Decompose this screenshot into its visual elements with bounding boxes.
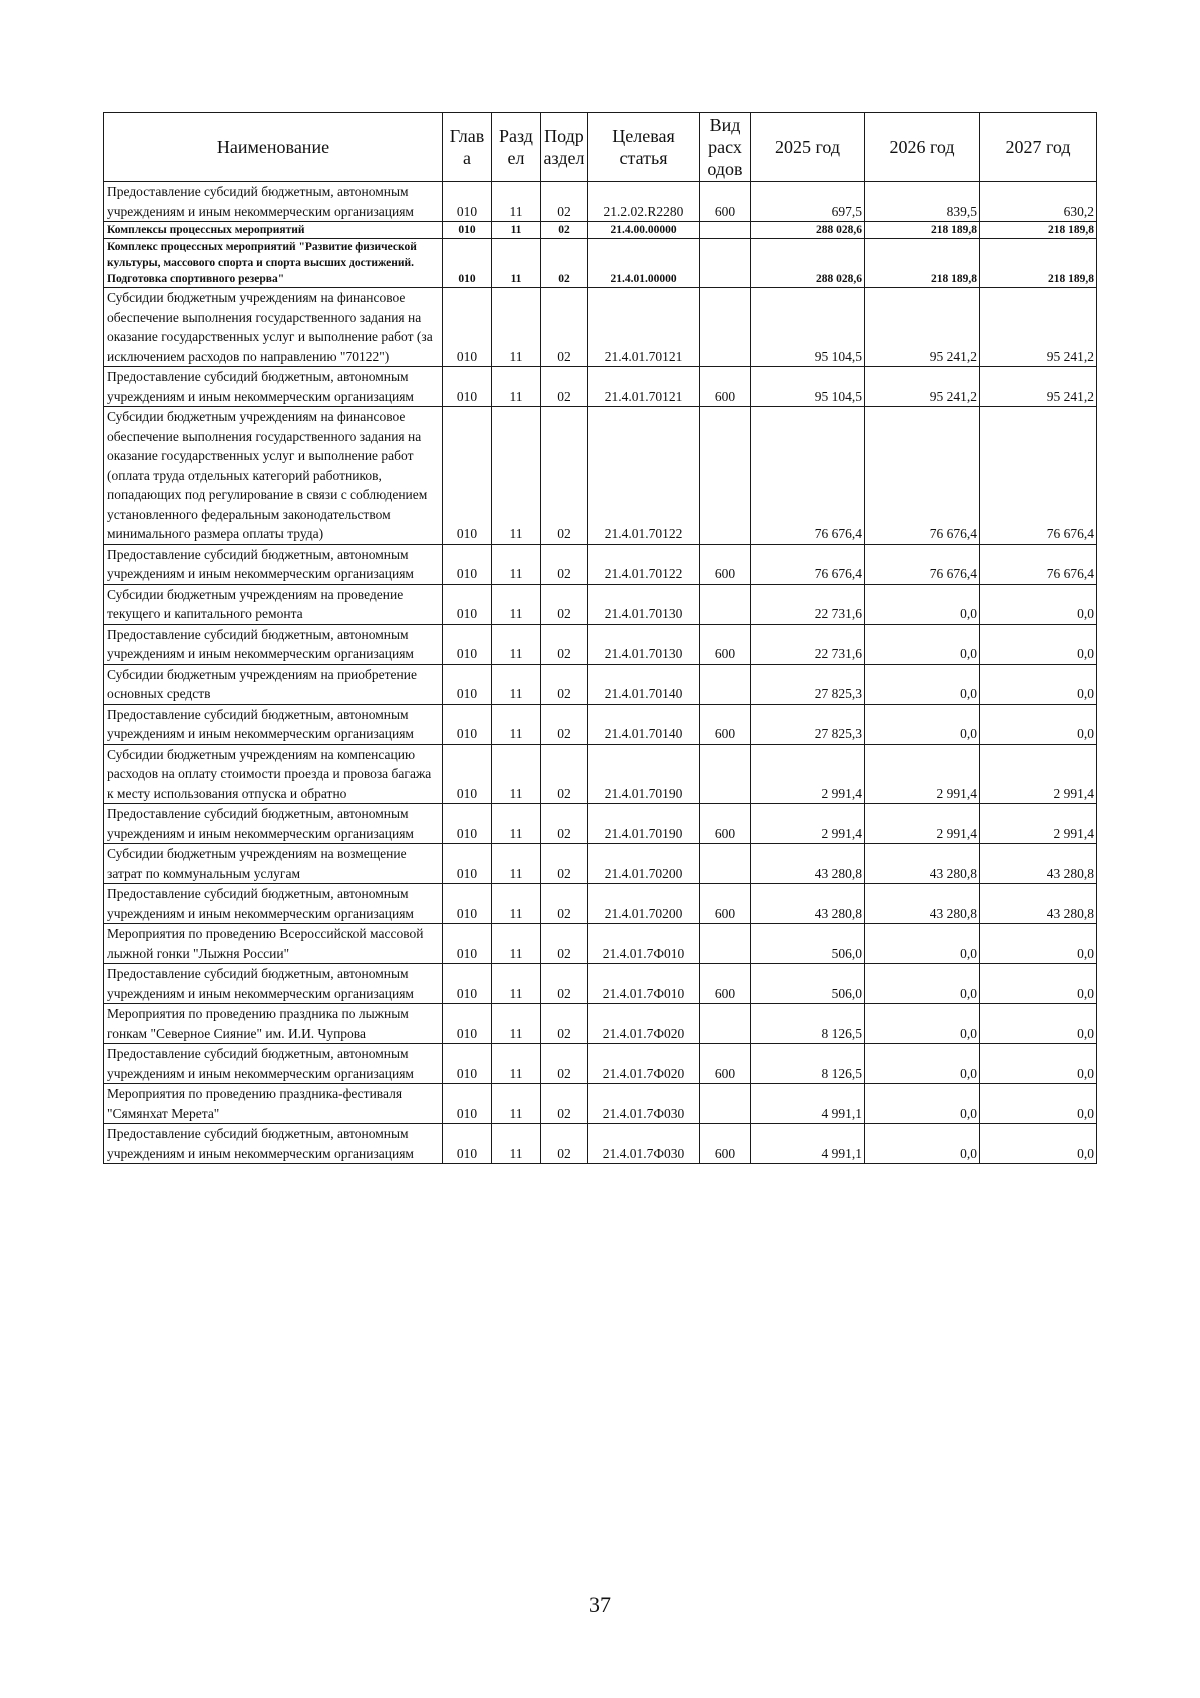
- cell-razdel: 11: [492, 544, 541, 584]
- cell-vid: [700, 1004, 751, 1044]
- cell-2026: 218 189,8: [865, 222, 980, 239]
- cell-razdel: 11: [492, 407, 541, 545]
- cell-2027: 0,0: [980, 624, 1097, 664]
- cell-razdel: 11: [492, 844, 541, 884]
- cell-2025: 22 731,6: [751, 624, 865, 664]
- cell-2025: 76 676,4: [751, 407, 865, 545]
- cell-2025: 95 104,5: [751, 367, 865, 407]
- cell-glava: 010: [443, 884, 492, 924]
- table-row: [104, 884, 1097, 924]
- cell-vid: 600: [700, 804, 751, 844]
- cell-2026: 0,0: [865, 664, 980, 704]
- cell-vid: [700, 239, 751, 288]
- cell-razdel: 11: [492, 624, 541, 664]
- cell-celevaya: 21.4.01.7Ф010: [588, 924, 700, 964]
- cell-razdel: 11: [492, 1124, 541, 1164]
- table-row: [104, 1124, 1097, 1164]
- cell-podrazdel: 02: [541, 288, 588, 367]
- cell-2027: 0,0: [980, 1044, 1097, 1084]
- cell-name: Предоставление субсидий бюджетным, автономным учреждениям и иным некоммерческим организациям: [104, 704, 443, 744]
- table-row: [104, 182, 1097, 222]
- cell-glava: 010: [443, 407, 492, 545]
- cell-2027: 218 189,8: [980, 239, 1097, 288]
- table-row: [104, 288, 1097, 367]
- cell-podrazdel: 02: [541, 222, 588, 239]
- cell-glava: 010: [443, 1084, 492, 1124]
- cell-celevaya: 21.4.01.70130: [588, 584, 700, 624]
- cell-celevaya: 21.4.01.70190: [588, 804, 700, 844]
- cell-2025: 288 028,6: [751, 222, 865, 239]
- header-celevaya: Целевая статья: [588, 113, 700, 182]
- cell-razdel: 11: [492, 1044, 541, 1084]
- cell-2027: 630,2: [980, 182, 1097, 222]
- table-row: [104, 704, 1097, 744]
- cell-celevaya: 21.4.01.70200: [588, 884, 700, 924]
- cell-razdel: 11: [492, 1084, 541, 1124]
- cell-vid: [700, 288, 751, 367]
- table-row: [104, 239, 1097, 288]
- cell-podrazdel: 02: [541, 239, 588, 288]
- table-row: [104, 1084, 1097, 1124]
- cell-razdel: 11: [492, 964, 541, 1004]
- cell-glava: 010: [443, 744, 492, 804]
- cell-razdel: 11: [492, 884, 541, 924]
- cell-2025: 8 126,5: [751, 1004, 865, 1044]
- cell-vid: 600: [700, 182, 751, 222]
- cell-celevaya: 21.4.01.70121: [588, 367, 700, 407]
- table-row: [104, 407, 1097, 545]
- cell-2026: 0,0: [865, 964, 980, 1004]
- cell-vid: 600: [700, 624, 751, 664]
- cell-podrazdel: 02: [541, 584, 588, 624]
- cell-celevaya: 21.4.01.7Ф030: [588, 1124, 700, 1164]
- cell-vid: [700, 844, 751, 884]
- cell-name: Предоставление субсидий бюджетным, автономным учреждениям и иным некоммерческим организациям: [104, 182, 443, 222]
- cell-razdel: 11: [492, 239, 541, 288]
- cell-name: Предоставление субсидий бюджетным, автономным учреждениям и иным некоммерческим организациям: [104, 884, 443, 924]
- cell-2026: 2 991,4: [865, 744, 980, 804]
- cell-2026: 95 241,2: [865, 367, 980, 407]
- cell-name: Субсидии бюджетным учреждениям на компенсацию расходов на оплату стоимости проезда и провоза багажа к месту использования отпуска и обратно: [104, 744, 443, 804]
- table-row: [104, 924, 1097, 964]
- cell-2025: 697,5: [751, 182, 865, 222]
- cell-name: Предоставление субсидий бюджетным, автономным учреждениям и иным некоммерческим организациям: [104, 1124, 443, 1164]
- cell-vid: 600: [700, 544, 751, 584]
- cell-podrazdel: 02: [541, 964, 588, 1004]
- cell-2026: 0,0: [865, 704, 980, 744]
- cell-2027: 76 676,4: [980, 407, 1097, 545]
- cell-glava: 010: [443, 222, 492, 239]
- cell-2027: 2 991,4: [980, 804, 1097, 844]
- table-header-row: [104, 113, 1097, 182]
- cell-2026: 0,0: [865, 584, 980, 624]
- cell-razdel: 11: [492, 664, 541, 704]
- header-2027: 2027 год: [980, 113, 1097, 182]
- cell-2026: 2 991,4: [865, 804, 980, 844]
- cell-razdel: 11: [492, 367, 541, 407]
- cell-2027: 2 991,4: [980, 744, 1097, 804]
- cell-2026: 218 189,8: [865, 239, 980, 288]
- budget-table: [103, 112, 1097, 1164]
- cell-podrazdel: 02: [541, 744, 588, 804]
- cell-vid: [700, 222, 751, 239]
- cell-vid: 600: [700, 964, 751, 1004]
- cell-celevaya: 21.2.02.R2280: [588, 182, 700, 222]
- cell-name: Субсидии бюджетным учреждениям на финансовое обеспечение выполнения государственного задания на оказание государственных услуг и выполнение работ (оплата труда отдельных категорий работников, попадающих под регулирование в связи с соблюдением установленного федеральным законодательством минимального размера оплаты труда): [104, 407, 443, 545]
- cell-celevaya: 21.4.01.7Ф020: [588, 1004, 700, 1044]
- table-row: [104, 544, 1097, 584]
- cell-vid: 600: [700, 884, 751, 924]
- cell-podrazdel: 02: [541, 704, 588, 744]
- cell-vid: [700, 744, 751, 804]
- cell-2025: 506,0: [751, 924, 865, 964]
- cell-vid: [700, 584, 751, 624]
- cell-2025: 27 825,3: [751, 704, 865, 744]
- cell-podrazdel: 02: [541, 844, 588, 884]
- cell-celevaya: 21.4.01.7Ф020: [588, 1044, 700, 1084]
- cell-glava: 010: [443, 624, 492, 664]
- cell-vid: 600: [700, 367, 751, 407]
- table-row: [104, 222, 1097, 239]
- cell-vid: [700, 407, 751, 545]
- cell-2025: 43 280,8: [751, 884, 865, 924]
- cell-vid: 600: [700, 1044, 751, 1084]
- cell-celevaya: 21.4.01.70140: [588, 704, 700, 744]
- cell-name: Предоставление субсидий бюджетным, автономным учреждениям и иным некоммерческим организациям: [104, 367, 443, 407]
- cell-podrazdel: 02: [541, 182, 588, 222]
- cell-glava: 010: [443, 704, 492, 744]
- cell-vid: 600: [700, 1124, 751, 1164]
- cell-name: Предоставление субсидий бюджетным, автономным учреждениям и иным некоммерческим организациям: [104, 544, 443, 584]
- cell-2025: 43 280,8: [751, 844, 865, 884]
- cell-glava: 010: [443, 804, 492, 844]
- cell-glava: 010: [443, 544, 492, 584]
- cell-2026: 0,0: [865, 1084, 980, 1124]
- cell-podrazdel: 02: [541, 1004, 588, 1044]
- cell-2026: 0,0: [865, 624, 980, 664]
- cell-vid: [700, 664, 751, 704]
- cell-razdel: 11: [492, 288, 541, 367]
- cell-podrazdel: 02: [541, 1084, 588, 1124]
- cell-2025: 4 991,1: [751, 1124, 865, 1164]
- cell-glava: 010: [443, 288, 492, 367]
- cell-2026: 839,5: [865, 182, 980, 222]
- cell-name: Предоставление субсидий бюджетным, автономным учреждениям и иным некоммерческим организациям: [104, 1044, 443, 1084]
- cell-2026: 76 676,4: [865, 544, 980, 584]
- cell-razdel: 11: [492, 924, 541, 964]
- cell-podrazdel: 02: [541, 804, 588, 844]
- cell-2026: 0,0: [865, 1044, 980, 1084]
- cell-celevaya: 21.4.01.70122: [588, 544, 700, 584]
- header-name: Наименование: [104, 113, 443, 182]
- cell-name: Комплекс процессных мероприятий "Развитие физической культуры, массового спорта и спорта высших достижений. Подготовка спортивного резерва": [104, 239, 443, 288]
- cell-podrazdel: 02: [541, 624, 588, 664]
- header-2026: 2026 год: [865, 113, 980, 182]
- cell-podrazdel: 02: [541, 664, 588, 704]
- cell-2026: 0,0: [865, 1004, 980, 1044]
- cell-glava: 010: [443, 367, 492, 407]
- cell-podrazdel: 02: [541, 544, 588, 584]
- cell-glava: 010: [443, 1044, 492, 1084]
- cell-celevaya: 21.4.01.70190: [588, 744, 700, 804]
- cell-2025: 22 731,6: [751, 584, 865, 624]
- cell-razdel: 11: [492, 704, 541, 744]
- cell-podrazdel: 02: [541, 884, 588, 924]
- cell-celevaya: 21.4.01.70121: [588, 288, 700, 367]
- cell-name: Субсидии бюджетным учреждениям на финансовое обеспечение выполнения государственного задания на оказание государственных услуг и выполнение работ (за исключением расходов по направлению "70122"): [104, 288, 443, 367]
- cell-2026: 76 676,4: [865, 407, 980, 545]
- cell-vid: 600: [700, 704, 751, 744]
- cell-glava: 010: [443, 664, 492, 704]
- cell-podrazdel: 02: [541, 407, 588, 545]
- cell-2027: 0,0: [980, 1124, 1097, 1164]
- cell-name: Мероприятия по проведению праздника-фестиваля "Сямянхат Мерета": [104, 1084, 443, 1124]
- cell-glava: 010: [443, 964, 492, 1004]
- table-row: [104, 744, 1097, 804]
- table-row: [104, 1004, 1097, 1044]
- table-row: [104, 664, 1097, 704]
- cell-razdel: 11: [492, 222, 541, 239]
- cell-2027: 0,0: [980, 1084, 1097, 1124]
- cell-razdel: 11: [492, 182, 541, 222]
- cell-glava: 010: [443, 1124, 492, 1164]
- cell-2026: 0,0: [865, 1124, 980, 1164]
- page-number: 37: [589, 1592, 611, 1617]
- cell-2026: 0,0: [865, 924, 980, 964]
- table-row: [104, 624, 1097, 664]
- cell-vid: [700, 1084, 751, 1124]
- table-body: [104, 182, 1097, 1164]
- header-glava: Глав а: [443, 113, 492, 182]
- cell-2025: 4 991,1: [751, 1084, 865, 1124]
- header-podrazdel: Подр аздел: [541, 113, 588, 182]
- cell-2027: 0,0: [980, 964, 1097, 1004]
- cell-vid: [700, 924, 751, 964]
- cell-glava: 010: [443, 844, 492, 884]
- cell-glava: 010: [443, 182, 492, 222]
- header-vid: Вид расх одов: [700, 113, 751, 182]
- cell-podrazdel: 02: [541, 924, 588, 964]
- cell-podrazdel: 02: [541, 1124, 588, 1164]
- cell-celevaya: 21.4.01.00000: [588, 239, 700, 288]
- table-row: [104, 964, 1097, 1004]
- cell-2026: 43 280,8: [865, 884, 980, 924]
- cell-2027: 43 280,8: [980, 844, 1097, 884]
- cell-2027: 76 676,4: [980, 544, 1097, 584]
- cell-2025: 8 126,5: [751, 1044, 865, 1084]
- cell-name: Предоставление субсидий бюджетным, автономным учреждениям и иным некоммерческим организациям: [104, 964, 443, 1004]
- cell-2026: 95 241,2: [865, 288, 980, 367]
- header-2025: 2025 год: [751, 113, 865, 182]
- table-row: [104, 1044, 1097, 1084]
- cell-2027: 218 189,8: [980, 222, 1097, 239]
- cell-name: Комплексы процессных мероприятий: [104, 222, 443, 239]
- cell-celevaya: 21.4.01.7Ф030: [588, 1084, 700, 1124]
- cell-2025: 95 104,5: [751, 288, 865, 367]
- cell-2025: 288 028,6: [751, 239, 865, 288]
- cell-2027: 0,0: [980, 1004, 1097, 1044]
- table-row: [104, 584, 1097, 624]
- cell-name: Предоставление субсидий бюджетным, автономным учреждениям и иным некоммерческим организациям: [104, 804, 443, 844]
- cell-name: Субсидии бюджетным учреждениям на возмещение затрат по коммунальным услугам: [104, 844, 443, 884]
- cell-2027: 0,0: [980, 924, 1097, 964]
- table-row: [104, 804, 1097, 844]
- cell-celevaya: 21.4.01.70140: [588, 664, 700, 704]
- cell-podrazdel: 02: [541, 367, 588, 407]
- cell-2025: 2 991,4: [751, 744, 865, 804]
- cell-razdel: 11: [492, 744, 541, 804]
- table-row: [104, 367, 1097, 407]
- cell-celevaya: 21.4.01.70200: [588, 844, 700, 884]
- cell-2025: 506,0: [751, 964, 865, 1004]
- header-razdel: Разд ел: [492, 113, 541, 182]
- cell-celevaya: 21.4.00.00000: [588, 222, 700, 239]
- cell-glava: 010: [443, 584, 492, 624]
- cell-name: Субсидии бюджетным учреждениям на приобретение основных средств: [104, 664, 443, 704]
- cell-2027: 0,0: [980, 584, 1097, 624]
- cell-razdel: 11: [492, 804, 541, 844]
- cell-2025: 76 676,4: [751, 544, 865, 584]
- cell-2025: 2 991,4: [751, 804, 865, 844]
- cell-2027: 95 241,2: [980, 288, 1097, 367]
- cell-razdel: 11: [492, 1004, 541, 1044]
- cell-name: Субсидии бюджетным учреждениям на проведение текущего и капитального ремонта: [104, 584, 443, 624]
- cell-2026: 43 280,8: [865, 844, 980, 884]
- cell-glava: 010: [443, 239, 492, 288]
- cell-name: Мероприятия по проведению праздника по лыжным гонкам "Северное Сияние" им. И.И. Чупрова: [104, 1004, 443, 1044]
- cell-name: Мероприятия по проведению Всероссийской массовой лыжной гонки "Лыжня России": [104, 924, 443, 964]
- cell-2027: 95 241,2: [980, 367, 1097, 407]
- cell-2027: 0,0: [980, 664, 1097, 704]
- cell-razdel: 11: [492, 584, 541, 624]
- cell-glava: 010: [443, 924, 492, 964]
- cell-celevaya: 21.4.01.70122: [588, 407, 700, 545]
- table-row: [104, 844, 1097, 884]
- cell-podrazdel: 02: [541, 1044, 588, 1084]
- cell-celevaya: 21.4.01.7Ф010: [588, 964, 700, 1004]
- cell-2025: 27 825,3: [751, 664, 865, 704]
- cell-2027: 43 280,8: [980, 884, 1097, 924]
- cell-glava: 010: [443, 1004, 492, 1044]
- cell-celevaya: 21.4.01.70130: [588, 624, 700, 664]
- cell-name: Предоставление субсидий бюджетным, автономным учреждениям и иным некоммерческим организациям: [104, 624, 443, 664]
- cell-2027: 0,0: [980, 704, 1097, 744]
